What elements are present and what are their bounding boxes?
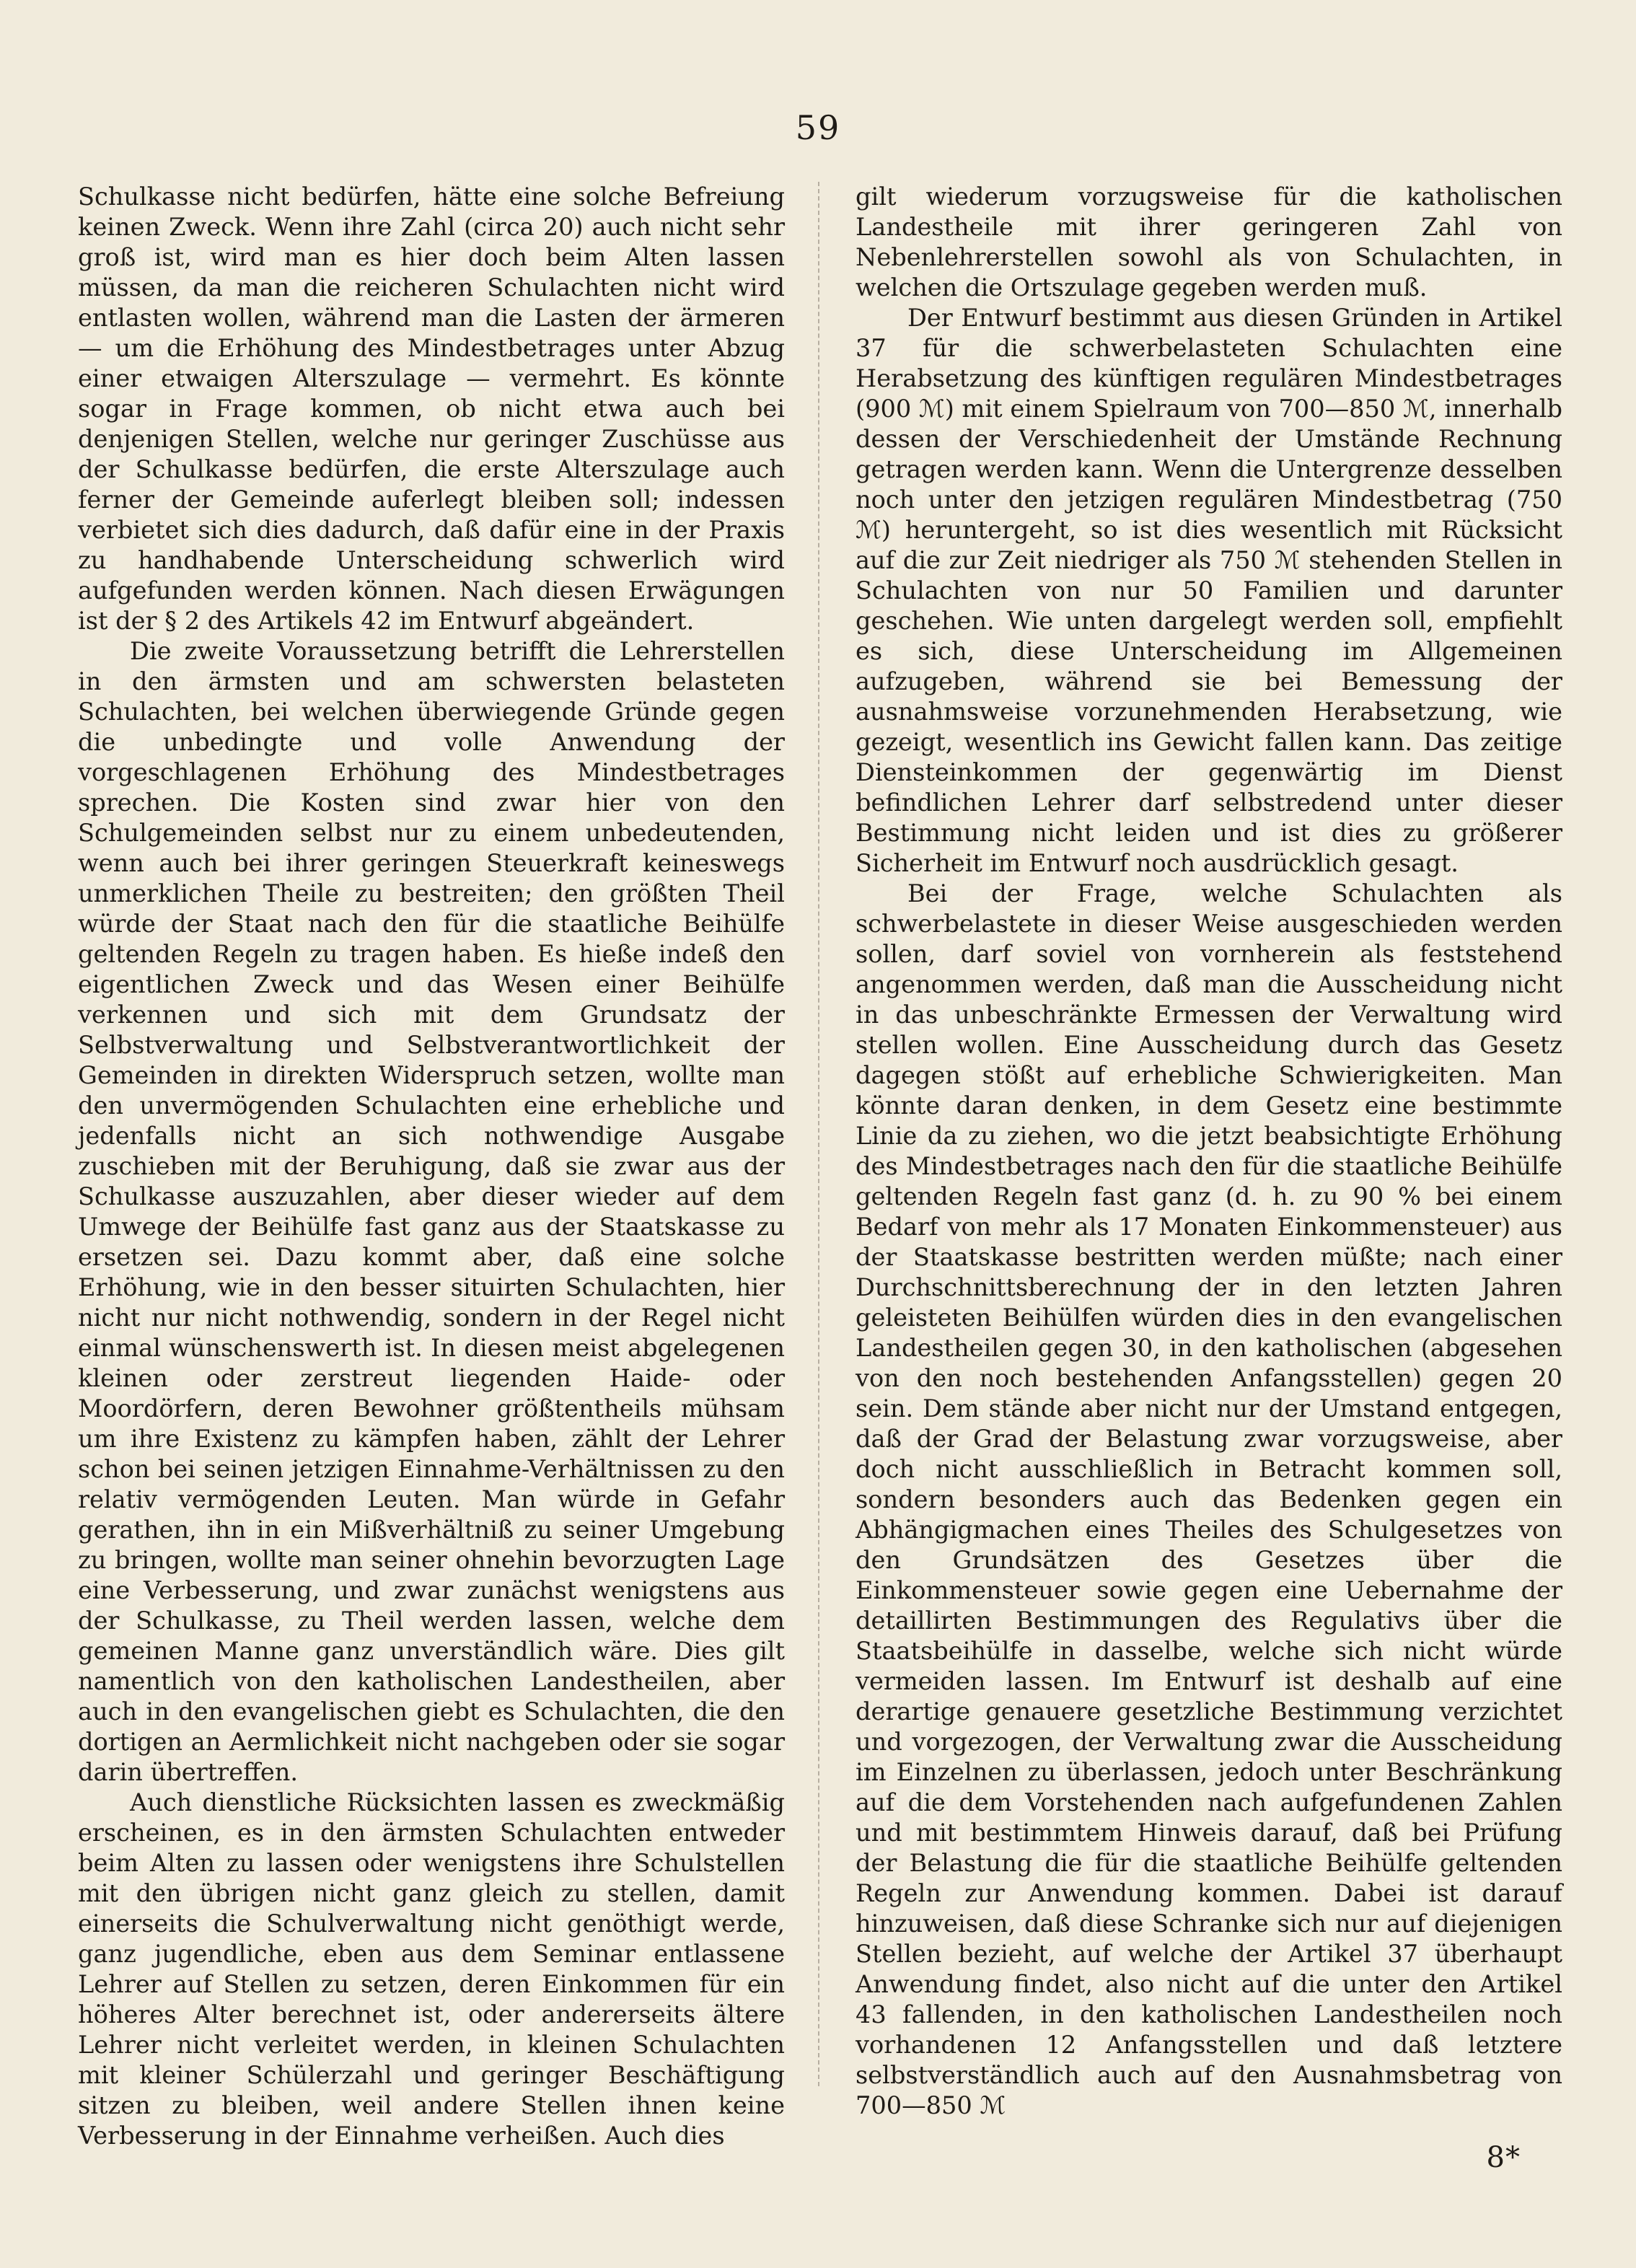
paragraph: gilt wiederum vorzugsweise für die katholischen Landestheile mit ihrer geringeren Zahl von Nebenlehrerstellen sowohl als von Schulachten, in welchen die Ortszulage gegeben werden muß. (856, 183, 1562, 302)
column-separator (818, 182, 819, 2086)
right-column (856, 182, 1562, 2119)
printer-signature: 8* (1486, 2141, 1521, 2174)
left-column (78, 182, 785, 2150)
paragraph: Bei der Frage, welche Schulachten als schwerbelastete in dieser Weise ausgeschieden werden sollen, darf soviel von vornherein als feststehend angenommen werden, daß man die Ausscheidung nicht in das unbeschränkte Ermessen der Verwaltung wird stellen wollen. Eine Ausscheidung durch das Gesetz dagegen stößt auf erhebliche Schwierigkeiten. Man könnte daran denken, in dem Gesetz eine bestimmte Linie da zu ziehen, wo die jetzt beabsichtigte Erhöhung des Mindestbetrages nach den für die staatliche Beihülfe geltenden Regeln fast ganz (d. h. zu 90 % bei einem Bedarf von mehr als 17 Monaten Einkommensteuer) aus der Staatskasse bestritten werden müßte; nach einer Durchschnittsberechnung der in den letzten Jahren geleisteten Beihülfen würden dies in den evangelischen Landestheilen gegen 30, in den katholischen (abgesehen von den noch bestehenden Anfangsstellen) gegen 20 sein. Dem stände aber nicht nur der Umstand entgegen, daß der Grad der Belastung zwar vorzugsweise, aber doch nicht ausschließlich in Betracht kommen soll, sondern besonders auch das Bedenken gegen ein Abhängigmachen eines Theiles des Schulgesetzes von den Grundsätzen des Gesetzes über die Einkommensteuer sowie gegen eine Uebernahme der detaillirten Bestimmungen des Regulativs über die Staatsbeihülfe in dasselbe, welche sich nicht würde vermeiden lassen. Im Entwurf ist deshalb auf eine derartige genauere gesetzliche Bestimmung verzichtet und vorgezogen, der Verwaltung zwar die Ausscheidung im Einzelnen zu überlassen, jedoch unter Beschränkung auf die dem Vorstehenden nach aufgefundenen Zahlen und mit bestimmtem Hinweis darauf, daß bei Prüfung der Belastung die für die staatliche Beihülfe geltenden Regeln zur Anwendung kommen. Dabei ist darauf hinzuweisen, daß diese Schranke sich nur auf diejenigen Stellen bezieht, auf welche der Artikel 37 überhaupt Anwendung findet, also nicht auf die unter den Artikel 43 fallenden, in den katholischen Landestheilen noch vorhandenen 12 Anfangsstellen und daß letztere selbstverständlich auch auf den Ausnahmsbetrag von 700—850 ℳ (856, 879, 1562, 2119)
paragraph: Die zweite Voraussetzung betrifft die Lehrerstellen in den ärmsten und am schwersten belasteten Schulachten, bei welchen überwiegende Gründe gegen die unbedingte und volle Anwendung der vorgeschlagenen Erhöhung des Mindestbetrages sprechen. Die Kosten sind zwar hier von den Schulgemeinden selbst nur zu einem unbedeutenden, wenn auch bei ihrer geringen Steuerkraft keineswegs unmerklichen Theile zu bestreiten; den größten Theil würde der Staat nach den für die staatliche Beihülfe geltenden Regeln zu tragen haben. Es hieße indeß den eigentlichen Zweck und das Wesen einer Beihülfe verkennen und sich mit dem Grundsatz der Selbstverwaltung und Selbstverantwortlichkeit der Gemeinden in direkten Widerspruch setzen, wollte man den unvermögenden Schulachten eine erhebliche und jedenfalls nicht an sich nothwendige Ausgabe zuschieben mit der Beruhigung, daß sie zwar aus der Schulkasse auszuzahlen, aber dieser wieder auf dem Umwege der Beihülfe fast ganz aus der Staatskasse zu ersetzen sei. Dazu kommt aber, daß eine solche Erhöhung, wie in den besser situirten Schulachten, hier nicht nur nicht nothwendig, sondern in der Regel nicht einmal wünschenswerth ist. In diesen meist abgelegenen kleinen oder zerstreut liegenden Haide- oder Moordörfern, deren Bewohner größtentheils mühsam um ihre Existenz zu kämpfen haben, zählt der Lehrer schon bei seinen jetzigen Einnahme-Verhältnissen zu den relativ vermögenden Leuten. Man würde in Gefahr gerathen, ihn in ein Mißverhältniß zu seiner Umgebung zu bringen, wollte man seiner ohnehin bevorzugten Lage eine Verbesserung, und zwar zunächst wenigstens aus der Schulkasse, zu Theil werden lassen, welche dem gemeinen Manne ganz unverständlich wäre. Dies gilt namentlich von den katholischen Landestheilen, aber auch in den evangelischen giebt es Schulachten, die den dortigen an Aermlichkeit nicht nachgeben oder sie sogar darin übertreffen. (78, 637, 785, 1786)
paragraph: Der Entwurf bestimmt aus diesen Gründen in Artikel 37 für die schwerbelasteten Schulachten eine Herabsetzung des künftigen regulären Mindestbetrages (900 ℳ) mit einem Spielraum von 700—850 ℳ, innerhalb dessen der Verschiedenheit der Umstände Rechnung getragen werden kann. Wenn die Untergrenze desselben noch unter den jetzigen regulären Mindestbetrag (750 ℳ) heruntergeht, so ist dies wesentlich mit Rücksicht auf die zur Zeit niedriger als 750 ℳ stehenden Stellen in Schulachten von nur 50 Familien und darunter geschehen. Wie unten dargelegt werden soll, empfiehlt es sich, diese Unterscheidung im Allgemeinen aufzugeben, während sie bei Bemessung der ausnahmsweise vorzunehmenden Herabsetzung, wie gezeigt, wesentlich ins Gewicht fallen kann. Das zeitige Diensteinkommen der gegenwärtig im Dienst befindlichen Lehrer darf selbstredend unter dieser Bestimmung nicht leiden und ist dies zu größerer Sicherheit im Entwurf noch ausdrücklich gesagt. (856, 304, 1562, 877)
page-number: 59 (795, 108, 841, 147)
paragraph: Schulkasse nicht bedürfen, hätte eine solche Befreiung keinen Zweck. Wenn ihre Zahl (circa 20) auch nicht sehr groß ist, wird man es hier doch beim Alten lassen müssen, da man die reicheren Schulachten nicht wird entlasten wollen, während man die Lasten der ärmeren — um die Erhöhung des Mindestbetrages unter Abzug einer etwaigen Alterszulage — vermehrt. Es könnte sogar in Frage kommen, ob nicht etwa auch bei denjenigen Stellen, welche nur geringer Zuschüsse aus der Schulkasse bedürfen, die erste Alterszulage auch ferner der Gemeinde auferlegt bleiben soll; indessen verbietet sich dies dadurch, daß dafür eine in der Praxis zu handhabende Unterscheidung schwerlich wird aufgefunden werden können. Nach diesen Erwägungen ist der § 2 des Artikels 42 im Entwurf abgeändert. (78, 183, 785, 635)
paragraph: Auch dienstliche Rücksichten lassen es zweckmäßig erscheinen, es in den ärmsten Schulachten entweder beim Alten zu lassen oder wenigstens ihre Schulstellen mit den übrigen nicht ganz gleich zu stellen, damit einerseits die Schulverwaltung nicht genöthigt werde, ganz jugendliche, eben aus dem Seminar entlassene Lehrer auf Stellen zu setzen, deren Einkommen für ein höheres Alter berechnet ist, oder andererseits ältere Lehrer nicht verleitet werden, in kleinen Schulachten mit kleiner Schülerzahl und geringer Beschäftigung sitzen zu bleiben, weil andere Stellen ihnen keine Verbesserung in der Einnahme verheißen. Auch dies (78, 1788, 785, 2150)
